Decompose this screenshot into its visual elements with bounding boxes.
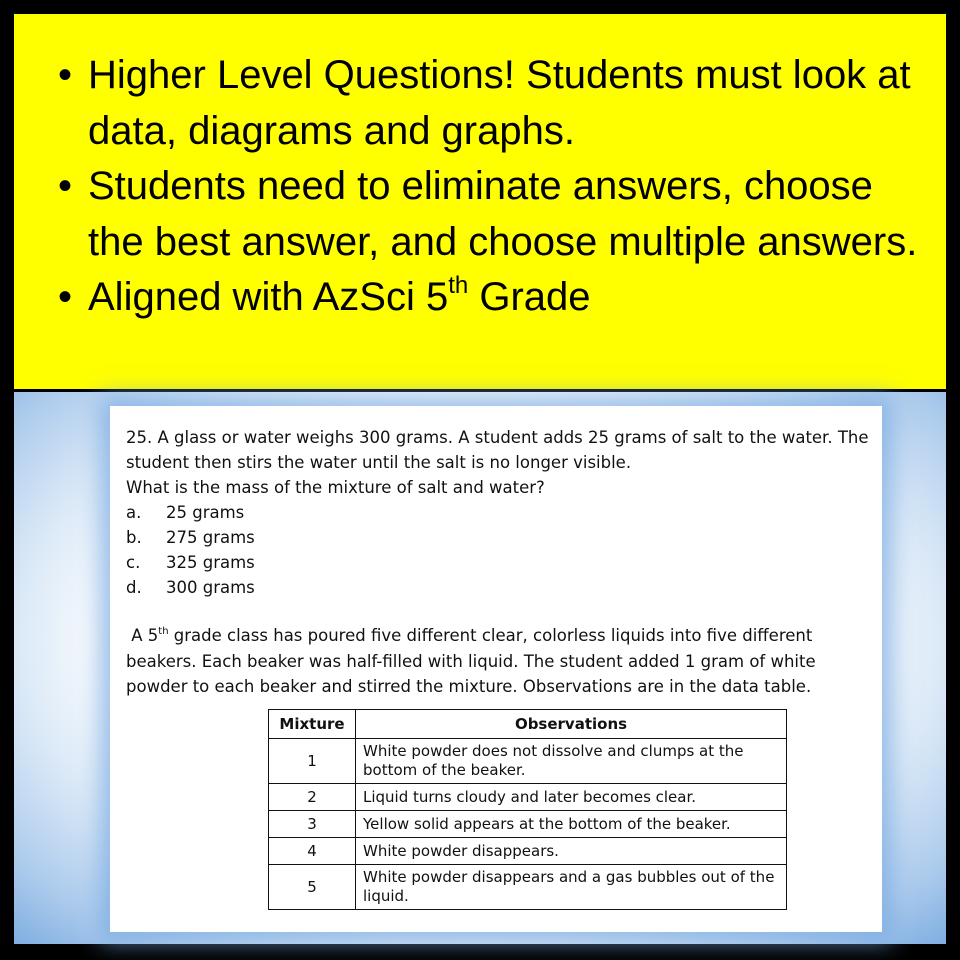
option-letter: c. (126, 553, 141, 572)
worksheet-page (110, 406, 882, 932)
table-row (269, 838, 787, 865)
observation-text: White powder disappears and a gas bubbles out of the liquid. (356, 865, 787, 910)
question-25 (126, 425, 871, 600)
table-row (269, 865, 787, 910)
experiment-passage (126, 623, 874, 700)
mixture-number: 5 (269, 865, 356, 910)
bullet-higher-level-questions: • Higher Level Questions! Students must look at data, diagrams and graphs. (14, 48, 946, 159)
option-text: 275 grams (166, 528, 255, 547)
worksheet-preview-panel (14, 392, 946, 944)
option-text: 25 grams (166, 503, 245, 522)
question-stem: 25. A glass or water weighs 300 grams. A student adds 25 grams of salt to the water. The student then stirs the water until the salt is no longer visible. (126, 428, 869, 472)
feature-bullet-list (14, 48, 946, 326)
passage-superscript: th (158, 626, 169, 637)
bullet-aligned-text-end: Grade (468, 275, 591, 319)
table-row (269, 784, 787, 811)
table-header-row (269, 710, 787, 739)
option-text: 325 grams (166, 553, 255, 572)
option-letter: b. (126, 528, 142, 547)
passage-text-rest: grade class has poured five different clear, colorless liquids into five different beakers. Each beaker was half-filled with liquid. The student added 1 gram of white powder to each beaker and stirred the mixture. Observations are in the data table. (126, 626, 816, 696)
bullet-aligned-superscript: th (448, 272, 469, 299)
observation-text: White powder does not dissolve and clumps at the bottom of the beaker. (356, 739, 787, 784)
answer-option-d (126, 575, 871, 600)
passage-text (126, 623, 874, 700)
passage-text-start: A 5 (131, 626, 159, 645)
header-mixture: Mixture (269, 710, 356, 739)
option-letter: a. (126, 503, 142, 522)
answer-option-a (126, 500, 871, 525)
answer-option-c (126, 550, 871, 575)
observations-table (268, 709, 787, 910)
table-row (269, 811, 787, 838)
mixture-number: 2 (269, 784, 356, 811)
header-observations: Observations (356, 710, 787, 739)
observation-text: Liquid turns cloudy and later becomes clear. (356, 784, 787, 811)
observation-text: Yellow solid appears at the bottom of the beaker. (356, 811, 787, 838)
observation-text: White powder disappears. (356, 838, 787, 865)
bullet-aligned-text: Aligned with AzSci 5 (88, 275, 449, 319)
option-letter: d. (126, 578, 142, 597)
mixture-number: 3 (269, 811, 356, 838)
question-prompt: What is the mass of the mixture of salt and water? (126, 478, 545, 497)
headline-banner (14, 14, 946, 389)
bullet-aligned-azsci (14, 270, 946, 326)
mixture-number: 1 (269, 739, 356, 784)
table-row (269, 739, 787, 784)
answer-option-b (126, 525, 871, 550)
option-text: 300 grams (166, 578, 255, 597)
bullet-eliminate-answers: • Students need to eliminate answers, choose the best answer, and choose multiple answers. (14, 159, 946, 270)
mixture-number: 4 (269, 838, 356, 865)
